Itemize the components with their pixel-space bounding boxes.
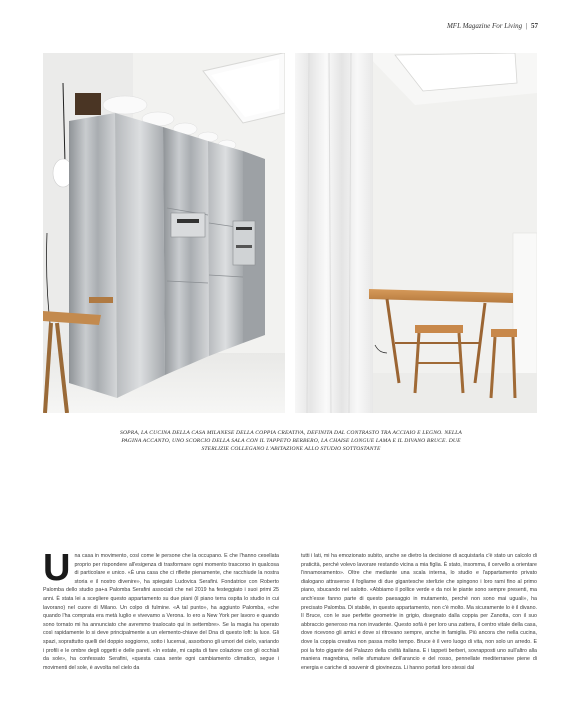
dining-photo — [295, 53, 537, 413]
article-column-left — [43, 547, 279, 672]
kitchen-photo — [43, 53, 285, 413]
article-column-right — [301, 552, 537, 672]
drop-cap: U — [43, 547, 71, 589]
running-header — [447, 22, 538, 30]
article-text-right: tutti i lati, mi ha emozionato subito, anche se dietro la decisione di acquistarla c'è stato un calcolo di praticità, perché volevo lavorare restando vicina a mia figlia. È stato, insomma, il cervello a orientare l'innamoramento». Oltre che mediante una scala interna, lo studio e l'appartamento privato dialogano attraverso il fogliame di due gigantesche sterlizie che spingono i loro rami fino al primo piano, sbucando nel salotto. «Abbiamo il pollice verde e da noi le piante sono sempre presenti, ma anch'esse fanno parte di questo paesaggio in mutamento, perché non sono mai uguali», ha precisato Palomba. Di stabile, in questo appartamento, non c'è molto. Ma sicuramente lo è il divano. Il Bruce, con le sue perfette geometrie in grigio, disegnato dalla coppia per Zanotta, con il suo abbraccio generoso ma non invadente. Questo sofà è per loro una zattera, il centro vitale della casa, dove ricevono gli amici e dove si ritrovano sempre, anche in famiglia. Più ancora che nella cucina, dove la coppia creativa non passa molto tempo. Bruce è il vero luogo di vita, non solo un arredo. E poi la foto gigante del Palazzo della civiltà italiana. E i tappeti berberi, sovrapposti uno sull'altro alla maniera magrebina, nelle sfumature dell'arancio e del rosso, pennellate mediterranee piene di energia e cariche di souvenir di giovinezza. Li hanno portati loro stessi dal — [301, 553, 537, 671]
header-separator: | — [525, 22, 528, 30]
photo-caption: SOPRA, LA CUCINA DELLA CASA MILANESE DELLA COPPIA CREATIVA, DEFINITA DAL CONTRASTO TRA ACCIAIO E LEGNO. NELLA PAGINA ACCANTO, UNO SCORCIO DELLA SALA CON IL TAPPETO BERBERO, LA CHAISE LONGUE LAMA E IL DIVANO BRUCE. DUE STERLIZIE COLLEGANO L'ABITAZIONE ALLO STUDIO SOTTOSTANTE — [120, 430, 462, 452]
page-number: 57 — [531, 22, 538, 30]
article-text-left: na casa in movimento, così come le persone che la occupano. E che l'hanno cesellata proprio per rispondere all'esigenza di trasformare ogni momento trascorso in qualcosa di particolare e unico. «È una casa che ci riflette pienamente, che racchiude la nostra storia e il nostro divenire», ha spiegato Ludovica Serafini. Fondatrice con Roberto Palomba dello studio pa+a Palomba Serafini associati che nel 2019 ha festeggiato i suoi primi 25 anni. È stata lei a scegliere questo appartamento su due piani (il piano terra ospita lo studio in cui lavorano) nel cuore di Milano. Un colpo di fulmine. «A tal punto», ha aggiunto Palomba, «che quando l'ha comprata era metà luglio e vivevamo a Verona. Io ero a New York per lavoro e quando sono tornato mi ha annunciato che avremmo traslocato qui in settembre». Se la magia ha operato così rapidamente lo si deve principalmente a un elemento-chiave del Dna di questo loft: la luce. Gli spazi, soprattutto quelli del doppio soggiorno, sotto i lucernai, assorbono gli umori del cielo, variando i profili e le ombre degli oggetti e delle pareti. «In estate, mi capita di fare colazione con gli occhiali da sole», ha confessato Serafini, «questa casa sente ogni cambiamento climatico, segue i movimenti del sole, è avvolta nel cielo da — [43, 553, 279, 671]
magazine-name: MFL Magazine For Living — [446, 22, 523, 30]
dining-illustration — [295, 53, 537, 413]
kitchen-illustration — [43, 53, 285, 413]
